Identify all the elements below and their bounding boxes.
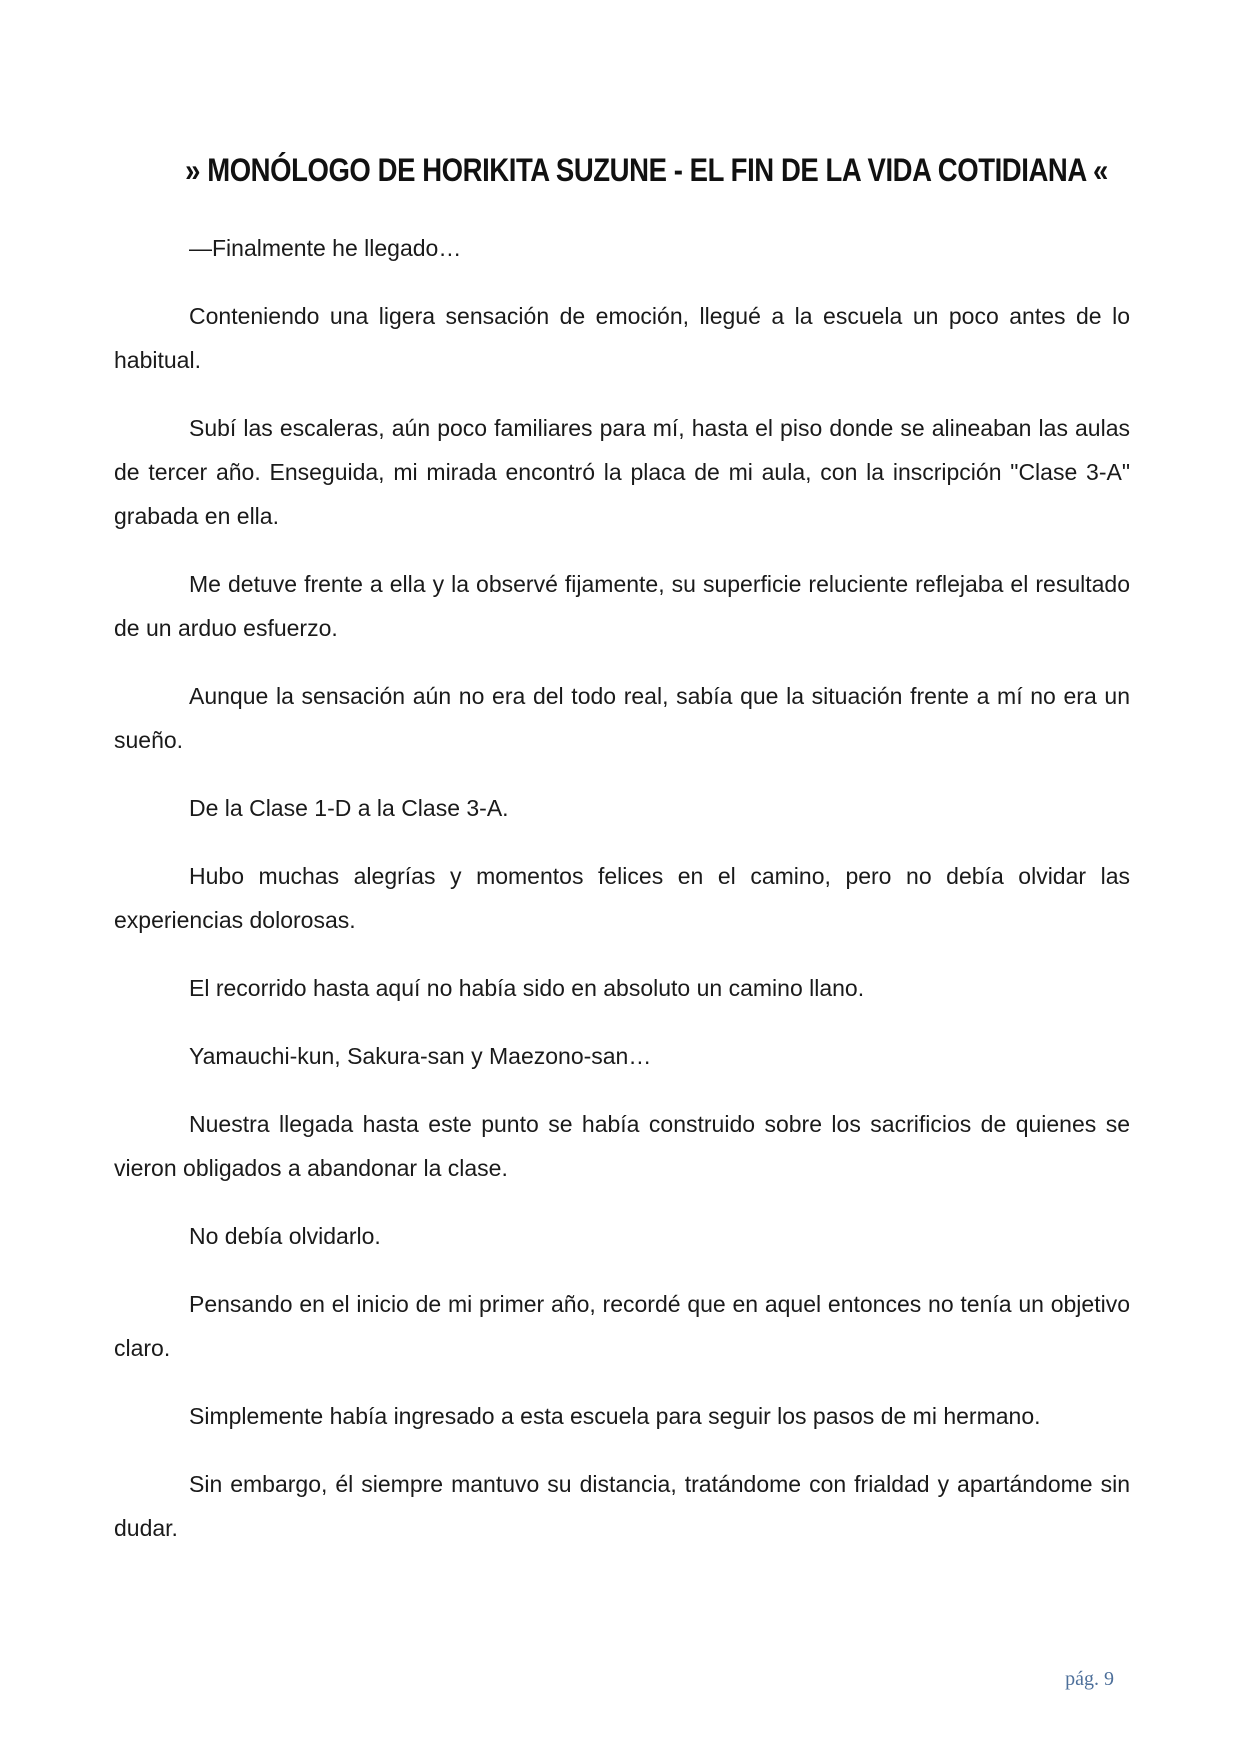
paragraph: Subí las escaleras, aún poco familiares para mí, hasta el piso donde se alineaban las aulas de tercer año. Enseguida, mi mirada encontró la placa de mi aula, con la inscripción "Clase 3-A" grabada en ella.: [114, 415, 1130, 529]
paragraph: Simplemente había ingresado a esta escuela para seguir los pasos de mi hermano.: [189, 1403, 1041, 1429]
paragraph: Me detuve frente a ella y la observé fijamente, su superficie reluciente reflejaba el resultado de un arduo esfuerzo.: [114, 571, 1130, 641]
paragraph: De la Clase 1-D a la Clase 3-A.: [189, 795, 509, 821]
paragraph: —Finalmente he llegado…: [189, 235, 462, 261]
paragraph: Pensando en el inicio de mi primer año, recordé que en aquel entonces no tenía un objetivo claro.: [114, 1291, 1130, 1361]
paragraph: No debía olvidarlo.: [189, 1223, 381, 1249]
paragraph: El recorrido hasta aquí no había sido en absoluto un camino llano.: [189, 975, 865, 1001]
paragraph: Sin embargo, él siempre mantuvo su distancia, tratándome con frialdad y apartándome sin dudar.: [114, 1471, 1130, 1541]
paragraph: Hubo muchas alegrías y momentos felices en el camino, pero no debía olvidar las experiencias dolorosas.: [114, 863, 1130, 933]
paragraph: Conteniendo una ligera sensación de emoción, llegué a la escuela un poco antes de lo habitual.: [114, 303, 1130, 373]
paragraph: Nuestra llegada hasta este punto se había construido sobre los sacrificios de quienes se vieron obligados a abandonar la clase.: [114, 1111, 1130, 1181]
body-text: [114, 226, 1130, 1574]
page-number: pág. 9: [1065, 1668, 1114, 1690]
chapter-title: » MONÓLOGO DE HORIKITA SUZUNE - EL FIN DE LA VIDA COTIDIANA «: [185, 152, 1108, 188]
paragraph: Aunque la sensación aún no era del todo real, sabía que la situación frente a mí no era un sueño.: [114, 683, 1130, 753]
paragraph: Yamauchi-kun, Sakura-san y Maezono-san…: [189, 1043, 652, 1069]
